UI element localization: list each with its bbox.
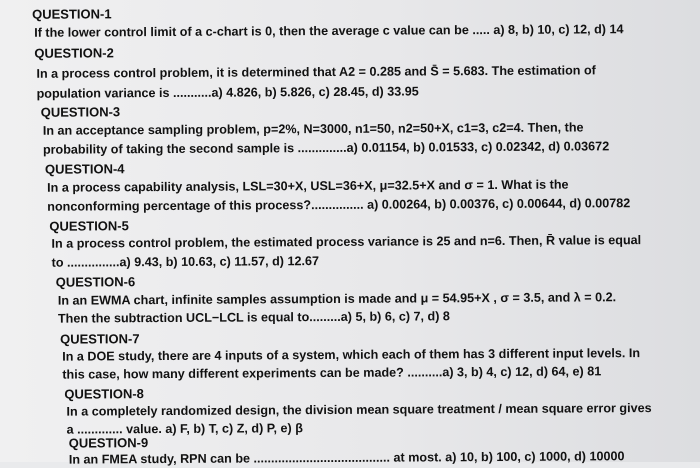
question-4-line-1: In a process capability analysis, LSL=30+X, USL=36+X, μ=32.5+X and σ = 1. What is the xyxy=(47,177,569,195)
question-6-line-1: In an EWMA chart, infinite samples assumption is made and μ = 54.95+X , σ = 3.5, and λ = 0.2. xyxy=(57,290,617,308)
question-7-line-2: this case, how many different experiments can be made? ..........a) 3, b) 4, c) 12, d) 64, e) 81 xyxy=(62,364,602,382)
question-5-heading: QUESTION-5 xyxy=(49,218,129,234)
question-8-line-2: a ............. value. a) F, b) T, c) Z, d) P, e) β xyxy=(66,421,303,437)
question-8-heading: QUESTION-8 xyxy=(64,386,144,402)
question-9-heading: QUESTION-9 xyxy=(68,435,149,451)
question-3-heading: QUESTION-3 xyxy=(40,104,121,120)
question-2-line-1: In a process control problem, it is determined that A2 = 0.285 and S̄ = 5.683. The estimation of xyxy=(36,63,596,81)
question-4-heading: QUESTION-4 xyxy=(44,161,125,177)
question-9-line-1: In an FMEA study, RPN can be ....................................... at most. a) 10, b) 100, c) 1000, d) 10000 xyxy=(68,449,625,467)
question-2-line-2: population variance is ...........a) 4.826, b) 5.826, c) 28.45, d) 33.95 xyxy=(36,84,419,101)
question-6-line-2: Then the subtraction UCL−LCL is equal to.........a) 5, b) 6, c) 7, d) 8 xyxy=(57,309,450,326)
question-7-line-1: In a DOE study, there are 4 inputs of a system, which each of them has 3 different input levels. In xyxy=(62,346,641,364)
question-1-line-1: If the lower control limit of a c-chart is 0, then the average c value can be ..... a) 8, b) 10, c) 12, d) 14 xyxy=(34,22,624,40)
question-1-heading: QUESTION-1 xyxy=(32,6,112,22)
question-5-line-2: to ...............a) 9.43, b) 10.63, c) 11.57, d) 12.67 xyxy=(51,254,320,270)
question-3-line-1: In an acceptance sampling problem, p=2%, N=3000, n1=50, n2=50+X, c1=3, c2=4. Then, the xyxy=(42,120,584,138)
question-4-line-2: nonconforming percentage of this process?............... a) 0.00264, b) 0.00376, c) 0.00644, d) 0.00782 xyxy=(47,196,631,214)
question-2-heading: QUESTION-2 xyxy=(34,45,114,61)
question-8-line-1: In a completely randomized design, the division mean square treatment / mean square error gives xyxy=(66,401,652,419)
question-7-heading: QUESTION-7 xyxy=(60,331,140,347)
question-3-line-2: probability of taking the second sample is ..............a) 0.01154, b) 0.01533, c) 0.02342, d) 0.03672 xyxy=(42,139,610,157)
question-5-line-1: In a process control problem, the estimated process variance is 25 and n=6. Then, R̄ value is equal xyxy=(51,233,642,251)
question-6-heading: QUESTION-6 xyxy=(55,274,136,290)
